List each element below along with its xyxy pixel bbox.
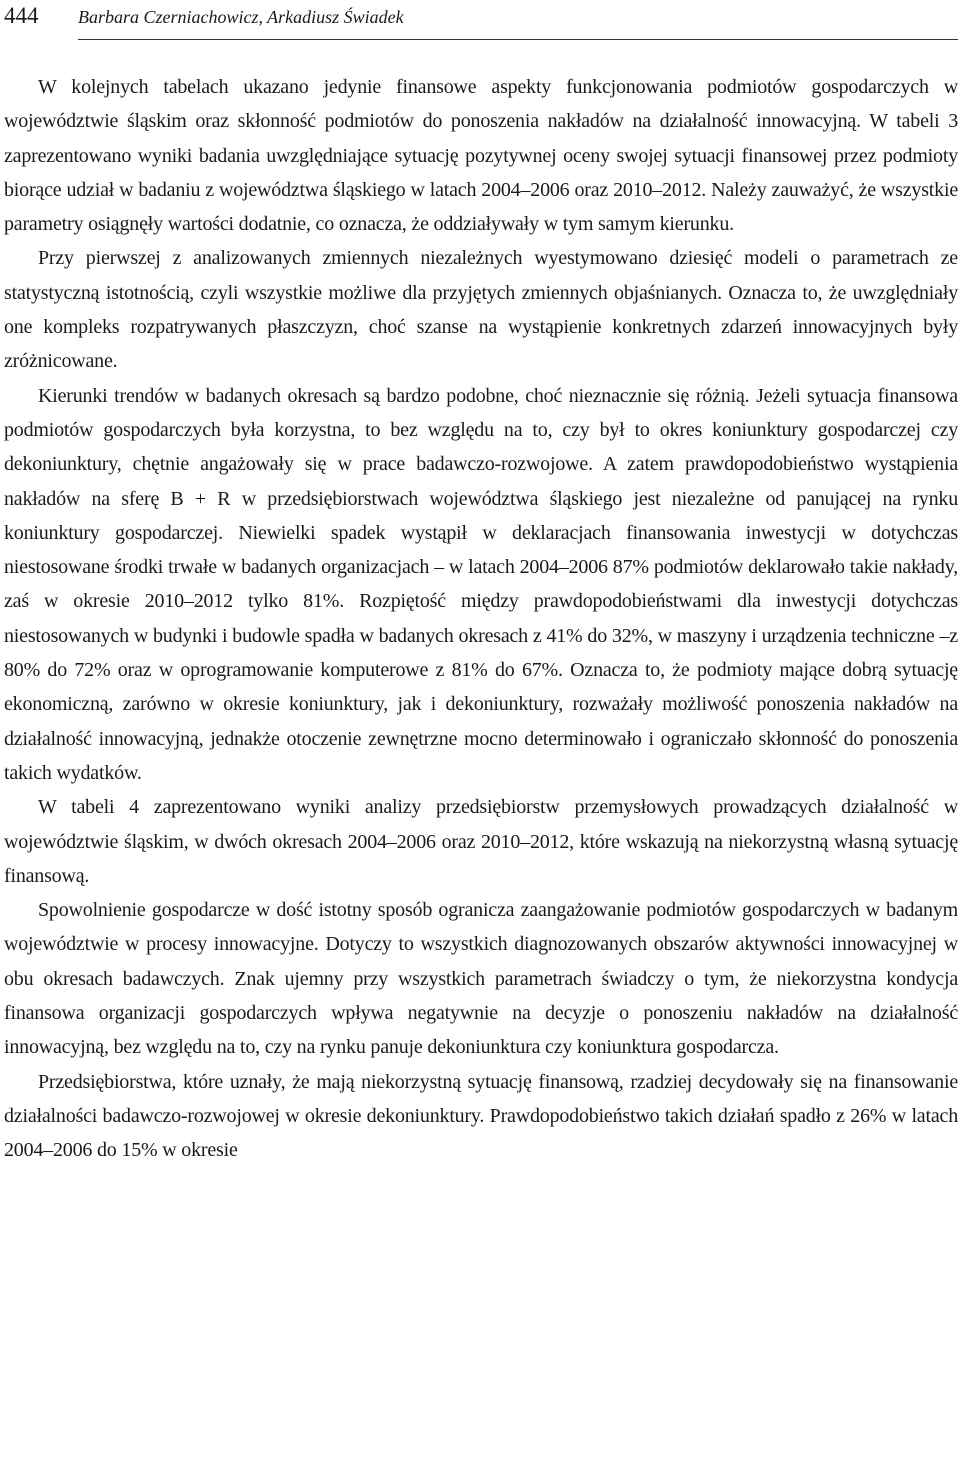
paragraph: Przedsiębiorstwa, które uznały, że mają niekorzystną sytuację finansową, rzadziej decydowały się na finansowanie działalności badawczo-rozwojowej w okresie dekoniunktury. Prawdopodobieństwo takich działań spadło z 26% w latach 2004–2006 do 15% w okresie (4, 1070, 958, 1162)
header-rule (78, 39, 958, 40)
paragraph: W kolejnych tabelach ukazano jedynie finansowe aspekty funkcjonowania podmiotów gospodarczych w województwie śląskim oraz skłonność podmiotów do ponoszenia nakładów na działalność innowacyjną. W tabeli 3 zaprezentowano wyniki badania uwzględniające sytuację pozytywnej oceny swojej sytuacji finansowej przez podmioty biorące udział w badaniu z województwa śląskiego w latach 2004–2006 oraz 2010–2012. Należy zauważyć, że wszystkie parametry osiągnęły wartości dodatnie, co oznacza, że oddziaływały w tym samym kierunku. (4, 76, 958, 236)
paragraph: Spowolnienie gospodarcze w dość istotny sposób ogranicza zaangażowanie podmiotów gospodarczych w badanym województwie w procesy innowacyjne. Dotyczy to wszystkich diagnozowanych obszarów aktywności innowacyjnej w obu okresach badawczych. Znak ujemny przy wszystkich parametrach świadczy o tym, że niekorzystna kondycja finansowa organizacji gospodarczych wpływa negatywnie na decyzje o ponoszeniu nakładów na działalność innowacyjną, bez względu na to, czy na rynku panuje dekoniunktura czy koniunktura gospodarcza. (4, 899, 958, 1059)
paragraph: Przy pierwszej z analizowanych zmiennych niezależnych wyestymowano dziesięć modeli o parametrach ze statystyczną istotnością, czyli wszystkie możliwe dla przyjętych zmiennych objaśnianych. Oznacza to, że uwzględniały one kompleks rozpatrywanych płaszczyzn, choć szanse na wystąpienie konkretnych zdarzeń innowacyjnych były zróżnicowane. (4, 247, 958, 373)
paragraph: W tabeli 4 zaprezentowano wyniki analizy przedsiębiorstw przemysłowych prowadzących działalność w województwie śląskim, w dwóch okresach 2004–2006 oraz 2010–2012, które wskazują na niekorzystną własną sytuację finansową. (4, 796, 958, 887)
page-number: 444 (4, 3, 39, 28)
paragraph: Kierunki trendów w badanych okresach są bardzo podobne, choć nieznacznie się różnią. Jeżeli sytuacja finansowa podmiotów gospodarczych była korzystna, to bez względu na to, czy był to okres koniunktury gospodarczej czy dekoniunktury, chętnie angażowały się w prace badawczo-rozwojowe. A zatem prawdopodobieństwo wystąpienia nakładów na sferę B + R w przedsiębiorstwach województwa śląskiego jest niezależne od panującej na rynku koniunktury gospodarczej. Niewielki spadek wystąpił w deklaracjach finansowania inwestycji w dotychczas niestosowane środki trwałe w badanych organizacjach – w latach 2004–2006 87% podmiotów deklarowało takie nakłady, zaś w okresie 2010–2012 tylko 81%. Rozpiętość między prawdopodobieństwami dla inwestycji dotychczas niestosowanych w budynki i budowle spadła w badanych okresach z 41% do 32%, w maszyny i urządzenia techniczne –z 80% do 72% oraz w oprogramowanie komputerowe z 81% do 67%. Oznacza to, że podmioty mające dobrą sytuację ekonomiczną, zarówno w okresie koniunktury, jak i dekoniunktury, rozważały możliwość ponoszenia nakładów na działalność innowacyjną, jednakże otoczenie zewnętrzne mocno determinowało i ograniczało skłonność do ponoszenia takich wydatków. (4, 384, 958, 784)
body-text (4, 70, 958, 1168)
running-head (0, 0, 960, 40)
running-head-authors: Barbara Czerniachowicz, Arkadiusz Świadek (78, 7, 404, 27)
